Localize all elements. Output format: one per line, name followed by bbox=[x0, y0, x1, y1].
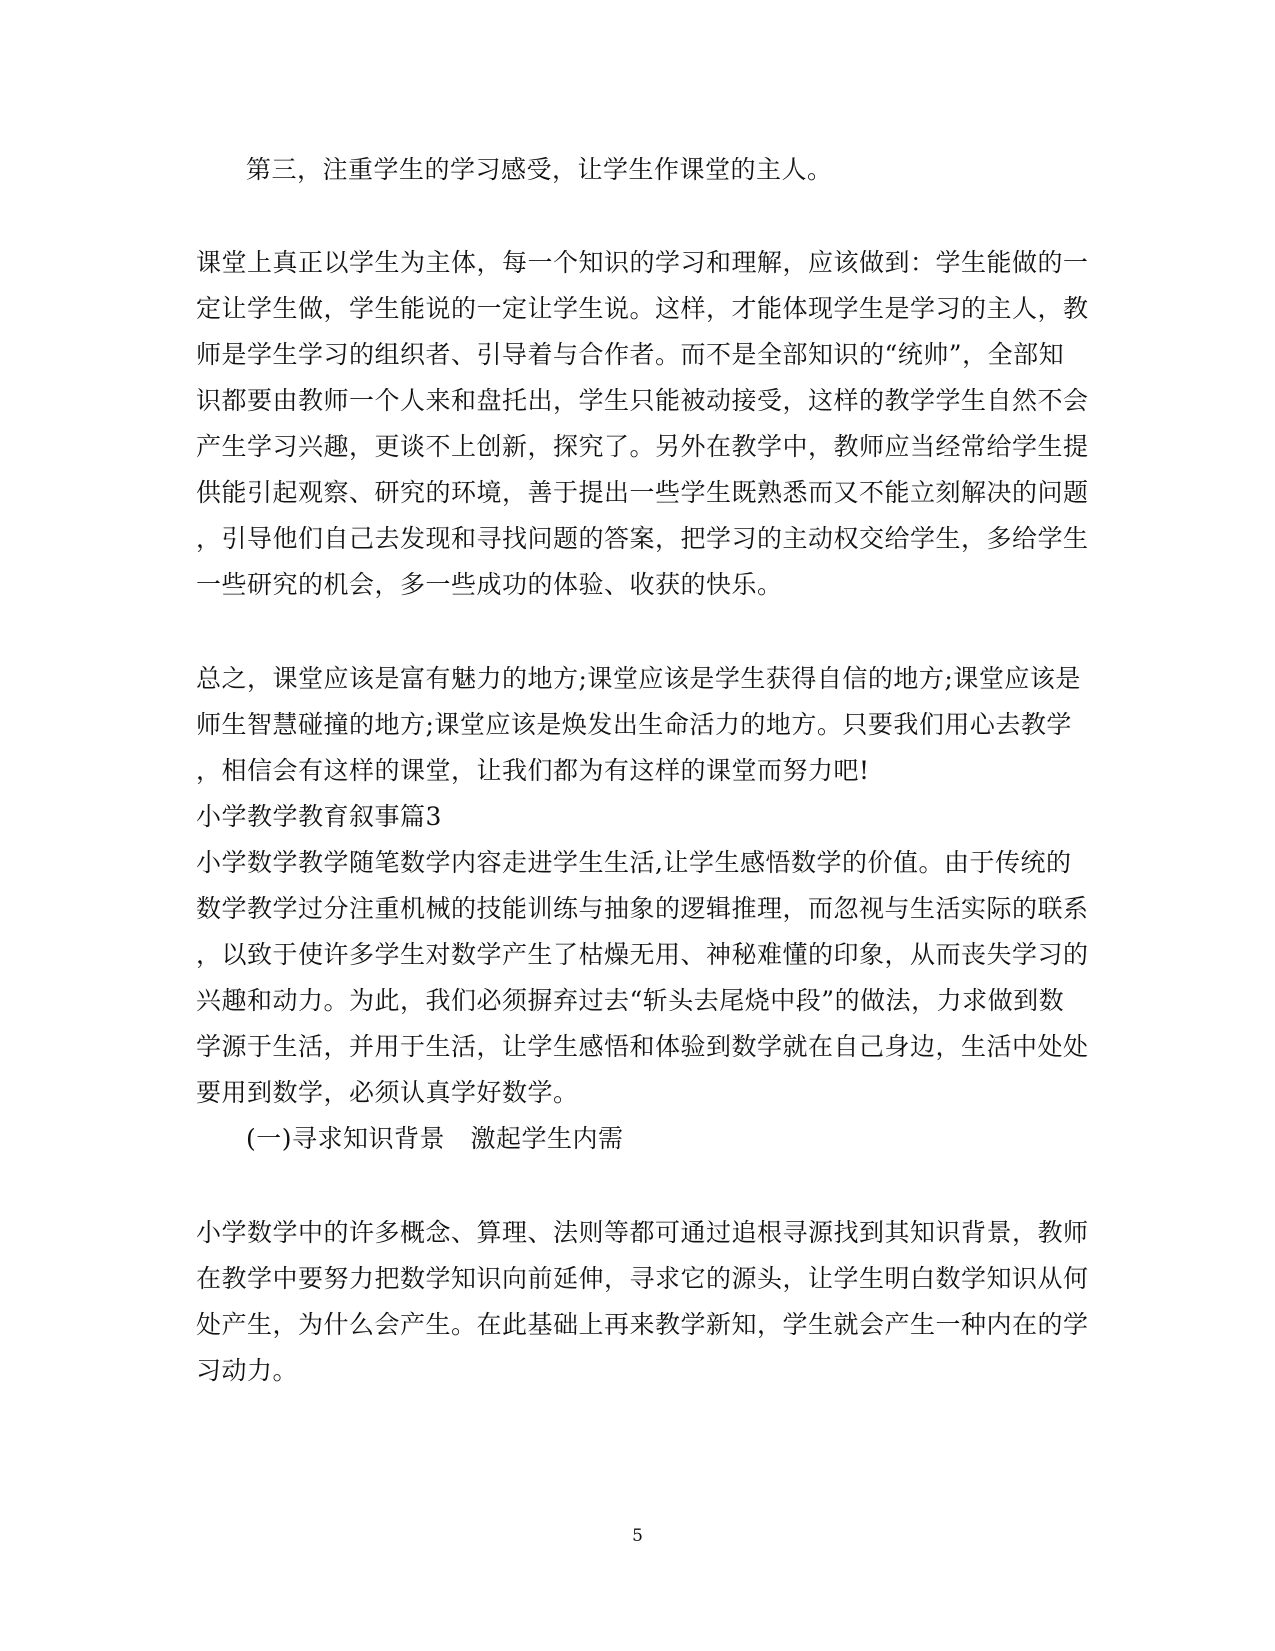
text-line: 在教学中要努力把数学知识向前延伸，寻求它的源头，让学生明白数学知识从何 bbox=[196, 1264, 1089, 1293]
paragraph-heading-third: 第三，注重学生的学习感受，让学生作课堂的主人。 bbox=[246, 155, 833, 184]
text-line: 兴趣和动力。为此，我们必须摒弃过去“斩头去尾烧中段”的做法，力求做到数 bbox=[196, 986, 1065, 1015]
section-title: 小学教学教育叙事篇3 bbox=[196, 802, 442, 831]
text-line: 课堂上真正以学生为主体，每一个知识的学习和理解，应该做到：学生能做的一 bbox=[196, 248, 1089, 277]
page-number: 5 bbox=[632, 1526, 643, 1546]
text-line: 学源于生活，并用于生活，让学生感悟和体验到数学就在自己身边，生活中处处 bbox=[196, 1032, 1089, 1061]
text-line: 小学数学中的许多概念、算理、法则等都可通过追根寻源找到其知识背景，教师 bbox=[196, 1218, 1089, 1247]
text-line: 数学教学过分注重机械的技能训练与抽象的逻辑推理，而忽视与生活实际的联系 bbox=[196, 894, 1089, 923]
text-line: 要用到数学，必须认真学好数学。 bbox=[196, 1078, 579, 1107]
text-line: 师生智慧碰撞的地方;课堂应该是焕发出生命活力的地方。只要我们用心去教学 bbox=[196, 710, 1072, 739]
text-line: 师是学生学习的组织者、引导着与合作者。而不是全部知识的“统帅”，全部知 bbox=[196, 340, 1065, 369]
text-line: 供能引起观察、研究的环境，善于提出一些学生既熟悉而又不能立刻解决的问题 bbox=[196, 478, 1089, 507]
text-line: ，引导他们自己去发现和寻找问题的答案，把学习的主动权交给学生，多给学生 bbox=[196, 524, 1089, 553]
text-line: 定让学生做，学生能说的一定让学生说。这样，才能体现学生是学习的主人，教 bbox=[196, 294, 1089, 323]
text-line: ，以致于使许多学生对数学产生了枯燥无用、神秘难懂的印象，从而丧失学习的 bbox=[196, 940, 1089, 969]
text-line: 习动力。 bbox=[196, 1356, 299, 1385]
text-line: 总之，课堂应该是富有魅力的地方;课堂应该是学生获得自信的地方;课堂应该是 bbox=[196, 664, 1081, 693]
text-line: 识都要由教师一个人来和盘托出，学生只能被动接受，这样的教学学生自然不会 bbox=[196, 386, 1089, 415]
subsection-heading: (一)寻求知识背景 激起学生内需 bbox=[246, 1124, 624, 1153]
text-line: 处产生，为什么会产生。在此基础上再来教学新知，学生就会产生一种内在的学 bbox=[196, 1310, 1089, 1339]
text-line: 产生学习兴趣，更谈不上创新，探究了。另外在教学中，教师应当经常给学生提 bbox=[196, 432, 1089, 461]
text-line: 小学数学教学随笔数学内容走进学生生活,让学生感悟数学的价值。由于传统的 bbox=[196, 848, 1072, 877]
text-line: 一些研究的机会，多一些成功的体验、收获的快乐。 bbox=[196, 570, 783, 599]
text-line: ，相信会有这样的课堂，让我们都为有这样的课堂而努力吧! bbox=[196, 756, 870, 785]
